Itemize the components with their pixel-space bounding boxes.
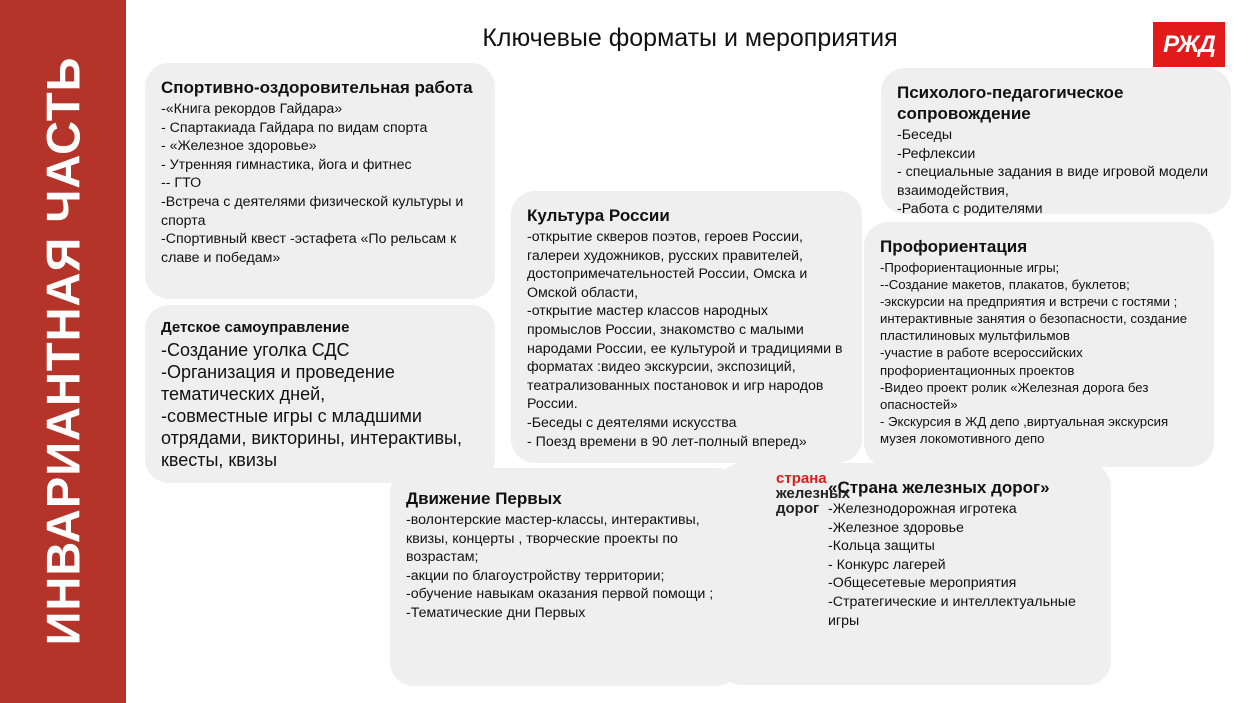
card-movement (390, 468, 740, 686)
list-item: - Поезд времени в 90 лет-полный вперед» (527, 433, 807, 450)
list-item: - Экскурсия в ЖД депо ,виртуальная экскурсия музея локомотивного депо (880, 413, 1169, 446)
list-item: -обучение навыкам оказания первой помощи ; (406, 586, 714, 603)
card-movement-title: Движение Первых (406, 489, 562, 508)
list-item: -Профориентационные игры; (880, 260, 1060, 275)
railway-country-logo (776, 471, 850, 516)
list-item: -экскурсии на предприятия и встречи с гостями ; интерактивные занятия о безопасности, создание пластилиновых мультфильмов (880, 294, 1188, 344)
list-item: -Беседы с деятелями искусства (527, 414, 737, 431)
rzd-logo (1153, 22, 1225, 67)
list-item: - «Железное здоровье» (161, 138, 317, 155)
list-item: -Тематические дни Первых (406, 604, 586, 621)
card-sport (145, 63, 495, 299)
card-sport-list (161, 100, 479, 267)
list-item: -Беседы (897, 127, 953, 143)
card-culture-list (527, 228, 846, 451)
card-self-government-list (161, 339, 479, 471)
list-item: -открытие мастер классов народных промыслов России, знакомство с малыми народами России, ее культурой и традициями в форматах :видео экскурсии, экспозиций, театрализованных постановок и игр народов России. (527, 303, 843, 413)
list-item: -открытие скверов поэтов, героев России, галереи художников, русских правителей, достопримечательностей России, Омска и Омской области, (527, 229, 808, 301)
list-item: -Кольца защиты (828, 538, 935, 555)
brand-line: дорог (776, 500, 820, 517)
page-title: Ключевые форматы и мероприятия (482, 24, 898, 52)
sidebar-label: ИНВАРИАНТНАЯ ЧАСТЬ (36, 56, 90, 646)
card-self-government-title: Детское самоуправление (161, 319, 350, 336)
card-culture (511, 191, 862, 463)
list-item: -Общесетевые мероприятия (828, 575, 1017, 592)
card-psychology (881, 68, 1231, 218)
card-psychology-list (897, 126, 1215, 219)
list-item: -Встреча с деятелями физической культуры и спорта (161, 193, 464, 229)
card-railway-country-title: «Страна железных дорог» (828, 478, 1050, 497)
card-career-title: Профориентация (880, 237, 1028, 256)
list-item: -- ГТО (161, 175, 202, 192)
card-movement-list (406, 511, 724, 623)
list-item: - Утренняя гимнастика, йога и фитнес (161, 156, 412, 173)
card-sport-title: Спортивно-оздоровительная работа (161, 78, 473, 97)
list-item: -Спортивный квест -эстафета «По рельсам к славе и победам» (161, 231, 457, 266)
list-item: -волонтерские мастер-классы, интерактивы, квизы, концерты , творческие проекты по возрастам; (406, 512, 700, 566)
card-railway-country-list (828, 500, 1095, 630)
card-psychology-title: Психолого-педагогическое сопровождение (897, 83, 1124, 123)
card-career-list (880, 259, 1198, 447)
list-item: -Железное здоровье (828, 519, 964, 536)
card-self-government (145, 305, 495, 483)
list-item: -Создание уголка СДС (161, 340, 350, 360)
rzd-logo-text: РЖД (1163, 30, 1215, 58)
list-item: -участие в работе всероссийских профориентационных проектов (880, 345, 1083, 378)
sidebar-band (0, 0, 126, 703)
list-item: - Спартакиада Гайдара по видам спорта (161, 119, 428, 136)
list-item: -Видео проект ролик «Железная дорога без опасностей» (880, 379, 1149, 412)
list-item: - Конкурс лагерей (828, 556, 946, 573)
list-item: -Рефлексии (897, 145, 976, 162)
list-item: --Создание макетов, плакатов, буклетов; (880, 277, 1130, 293)
list-item: -совместные игры с младшими отрядами, викторины, интерактивы, квесты, квизы (161, 406, 462, 470)
list-item: -Работа с родителями (897, 201, 1043, 218)
brand-line: страна (776, 470, 827, 487)
list-item: -Организация и проведение тематических дней, (161, 362, 395, 404)
list-item: -Стратегические и интеллектуальные игры (828, 593, 1076, 629)
list-item: - специальные задания в виде игровой модели взаимодействия, (897, 164, 1209, 199)
card-career (864, 222, 1214, 467)
brand-line: железных (776, 485, 851, 502)
list-item: -«Книга рекордов Гайдара» (161, 101, 343, 117)
list-item: -акции по благоустройству территории; (406, 567, 665, 584)
card-culture-title: Культура России (527, 206, 670, 225)
list-item: -Железнодорожная игротека (828, 501, 1017, 517)
